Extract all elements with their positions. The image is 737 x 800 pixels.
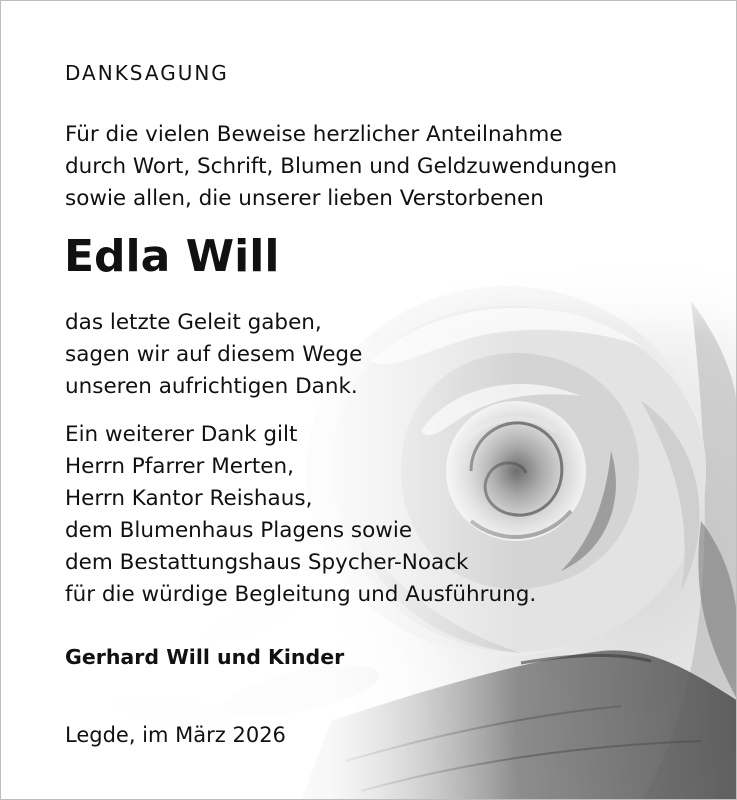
thanks-line: sagen wir auf diesem Wege <box>65 342 363 367</box>
signature: Gerhard Will und Kinder <box>65 645 345 669</box>
thanks-line: das letzte Geleit gaben, <box>65 310 322 335</box>
deceased-name: Edla Will <box>64 231 280 282</box>
intro-line: sowie allen, die unserer lieben Verstorbenen <box>65 186 544 211</box>
further-thanks-line: Ein weiterer Dank gilt <box>65 422 298 447</box>
further-thanks-line: Herrn Kantor Reishaus, <box>65 486 313 511</box>
thanks-line: unseren aufrichtigen Dank. <box>65 374 358 399</box>
further-thanks-text <box>65 419 536 611</box>
intro-line: Für die vielen Beweise herzlicher Anteilnahme <box>65 122 563 147</box>
place-date: Legde, im März 2026 <box>65 723 286 747</box>
intro-text <box>65 119 617 215</box>
further-thanks-line: dem Blumenhaus Plagens sowie <box>65 518 413 543</box>
heading: DANKSAGUNG <box>65 61 229 85</box>
thanks-text <box>65 307 362 403</box>
further-thanks-line: dem Bestattungshaus Spycher-Noack <box>65 550 469 575</box>
intro-line: durch Wort, Schrift, Blumen und Geldzuwendungen <box>65 154 618 179</box>
further-thanks-line: für die würdige Begleitung und Ausführung. <box>65 582 537 607</box>
further-thanks-line: Herrn Pfarrer Merten, <box>65 454 294 479</box>
